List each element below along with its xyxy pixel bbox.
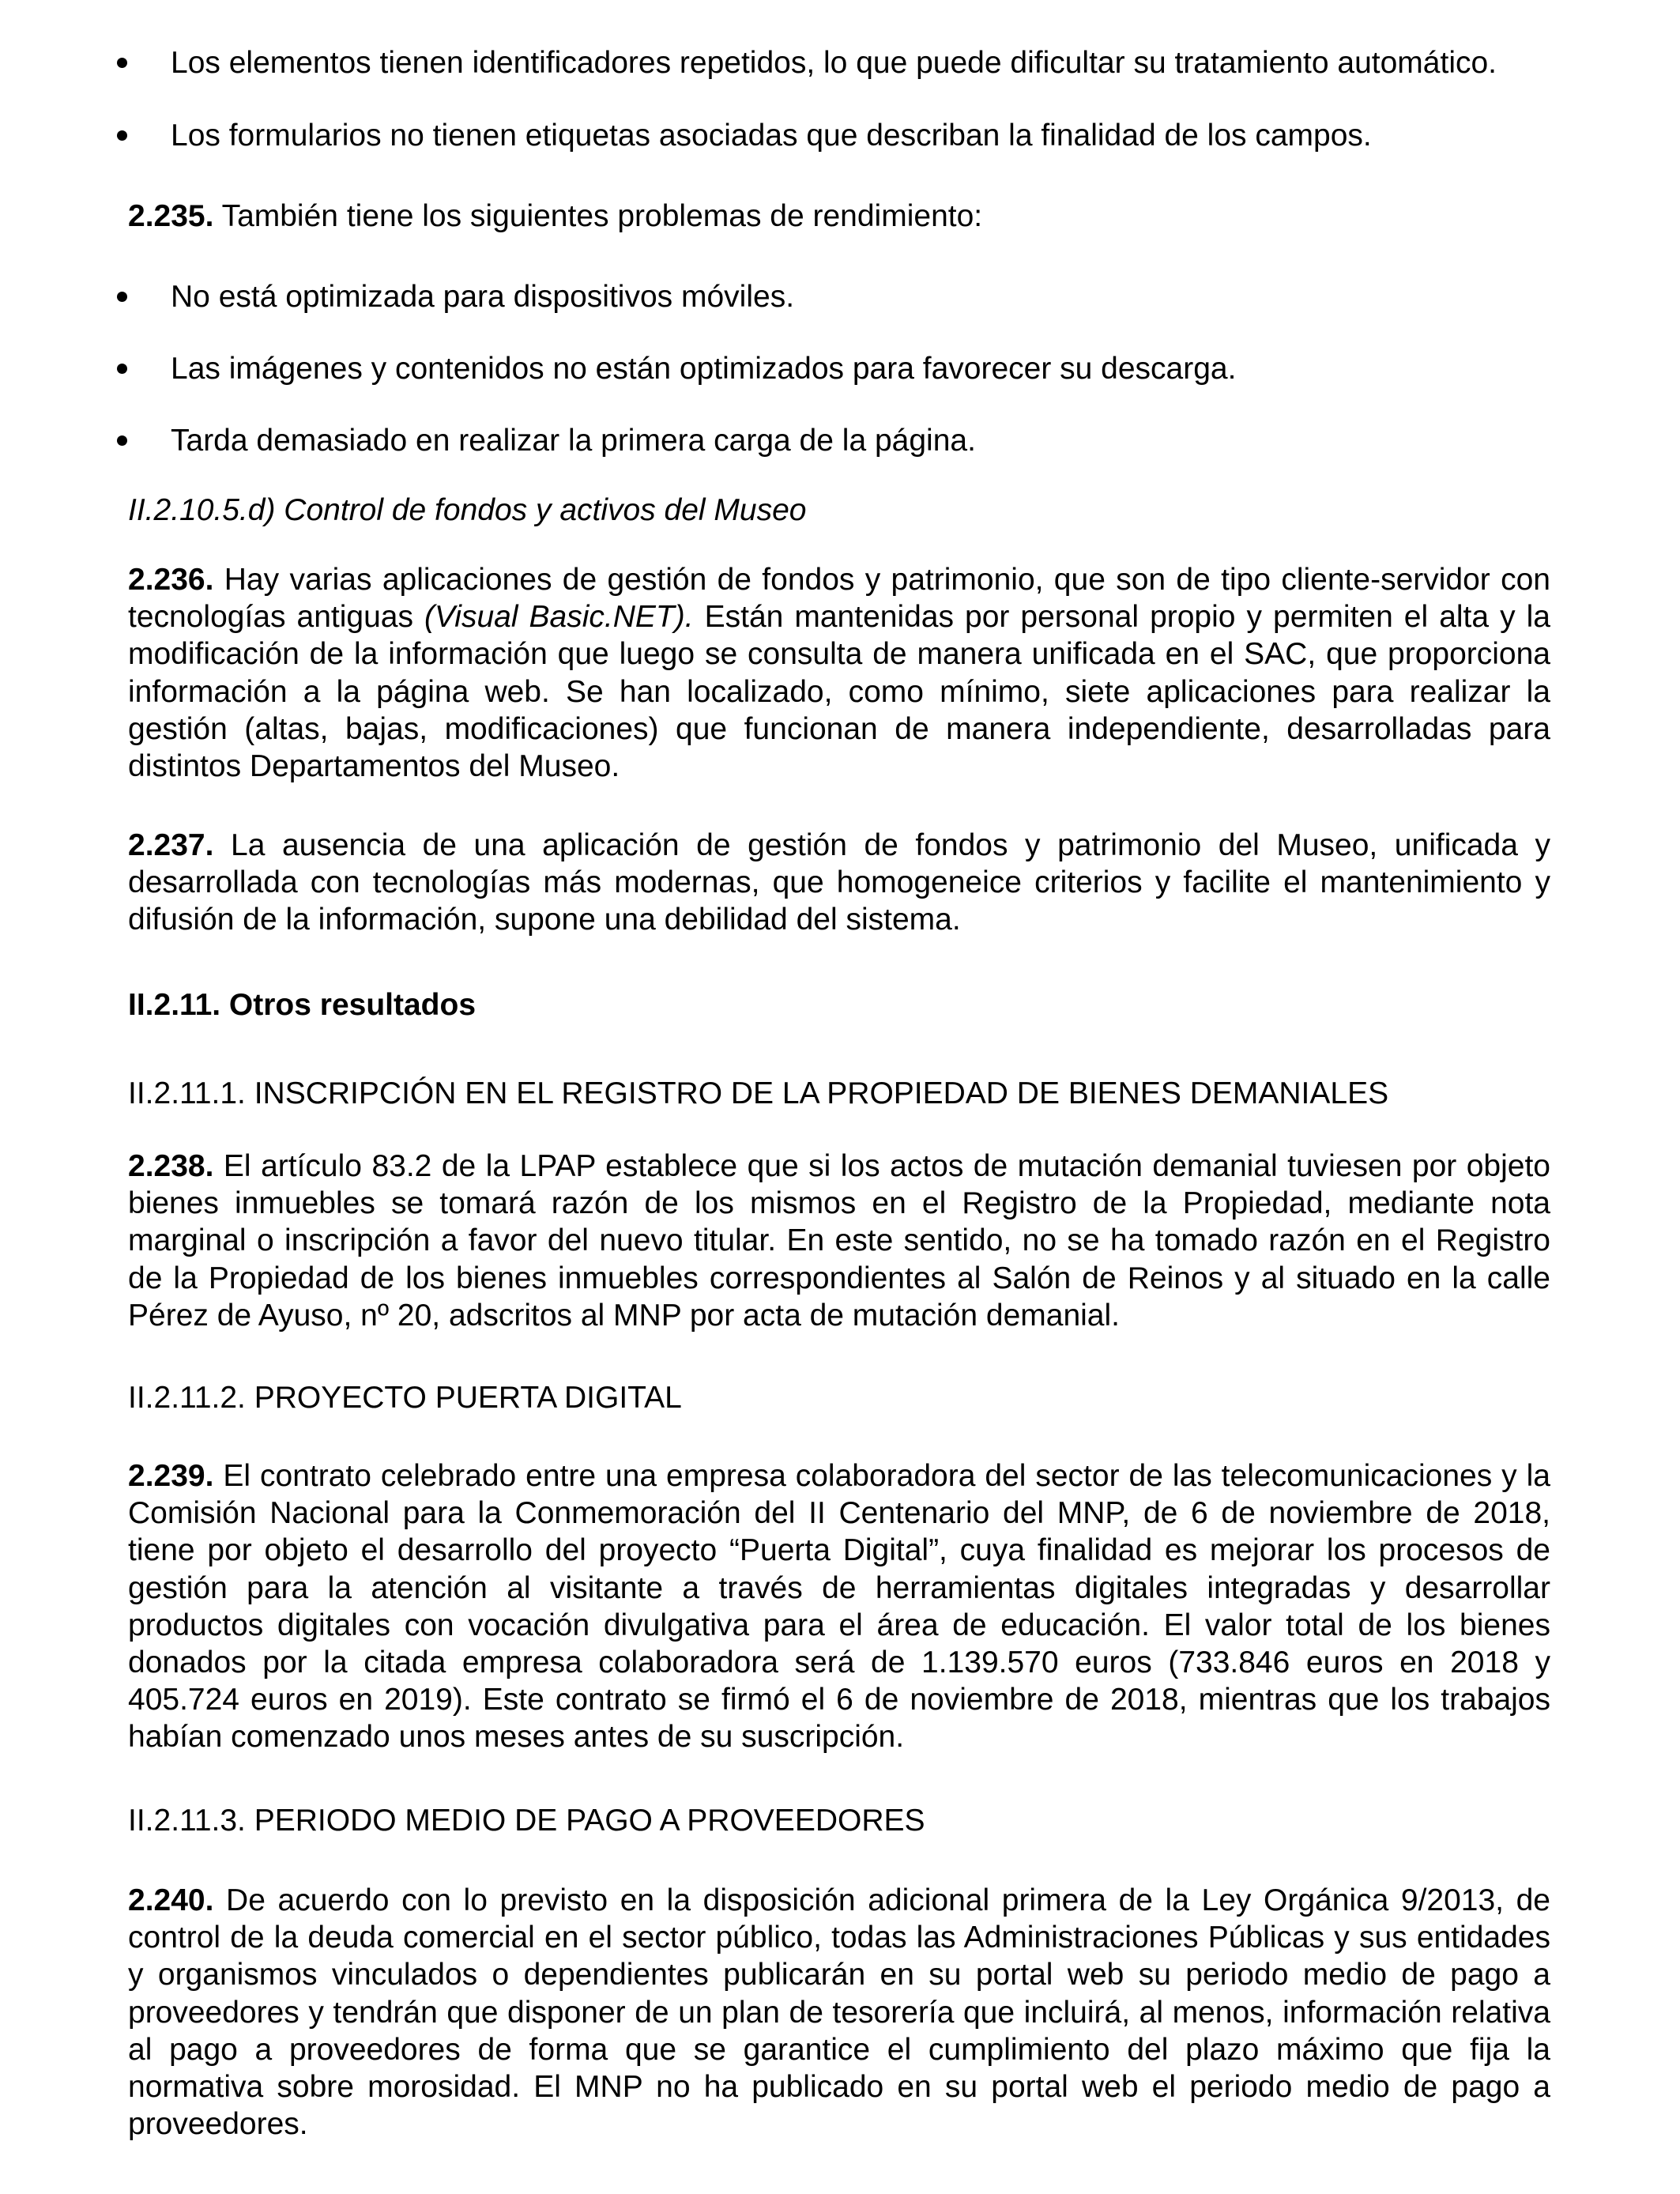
paragraph-text: También tiene los siguientes problemas de rendimiento:: [213, 199, 983, 233]
paragraph-text: El contrato celebrado entre una empresa colaboradora del sector de las telecomunicaciones y la Comisión Nacional para la Conmemoración del II Centenario del MNP, de 6 de noviembre de 2018, tiene por objeto el desarrollo del proyecto “Puerta Digital”, cuya finalidad es mejorar los procesos de gestión para la atención al visitante a través de herramientas digitales integradas y desarrollar productos digitales con vocación divulgativa para el área de educación. El valor total de los bienes donados por la citada empresa colaboradora será de 1.139.570 euros (733.846 euros en 2018 y 405.724 euros en 2019). Este contrato se firmó el 6 de noviembre de 2018, mientras que los trabajos habían comenzado unos meses antes de su suscripción.: [128, 1459, 1550, 1755]
list-item-text: No está optimizada para dispositivos móviles.: [171, 280, 795, 314]
list-item-text: Tarda demasiado en realizar la primera carga de la página.: [171, 424, 976, 458]
paragraph-text: El artículo 83.2 de la LPAP establece que si los actos de mutación demanial tuviesen por objeto bienes inmuebles se tomará razón de los mismos en el Registro de la Propiedad, mediante nota marginal o inscripción a favor del nuevo titular. En este sentido, no se ha tomado razón en el Registro de la Propiedad de los bienes inmuebles correspondientes al Salón de Reinos y al situado en la calle Pérez de Ayuso, nº 20, adscritos al MNP por acta de mutación demanial.: [128, 1149, 1550, 1333]
paragraph-number: 2.238.: [128, 1149, 214, 1183]
paragraph-number: 2.237.: [128, 828, 214, 862]
bullet-icon: [117, 130, 127, 141]
paragraph-text: La ausencia de una aplicación de gestión de fondos y patrimonio del Museo, unificada y desarrollada con tecnologías más modernas, que homogeneice criterios y facilite el mantenimiento y difusión de la información, supone una debilidad del sistema.: [128, 828, 1550, 937]
section-heading: II.2.11. Otros resultados: [128, 988, 477, 1022]
paragraph-number: 2.239.: [128, 1459, 214, 1493]
paragraph-2-237: [128, 827, 1550, 939]
paragraph-text: Hay varias aplicaciones de gestión de fondos y patrimonio, que son de tipo cliente-servidor con tecnologías antiguas: [128, 563, 1550, 635]
list-item-text: Los formularios no tienen etiquetas asociadas que describan la finalidad de los campos.: [171, 119, 1372, 153]
bullet-icon: [117, 58, 127, 68]
paragraph-2-238: [128, 1148, 1550, 1334]
bullet-icon: [117, 435, 127, 446]
paragraph-text: Están mantenidas por personal propio y permiten el alta y la modificación de la información que luego se consulta de manera unificada en el SAC, que proporciona información a la página web. Se han localizado, como mínimo, siete aplicaciones para realizar la gestión (altas, bajas, modificaciones) que funcionan de manera independiente, desarrolladas para distintos Departamentos del Museo.: [128, 600, 1550, 784]
paragraph-2-235: [128, 198, 1550, 236]
paragraph-number: 2.236.: [128, 563, 214, 597]
paragraph-2-236: [128, 561, 1550, 785]
paragraph-text-italic: (Visual Basic.NET).: [424, 600, 694, 635]
subsection-heading: II.2.11.3. PERIODO MEDIO DE PAGO A PROVEEDORES: [128, 1804, 925, 1838]
list-item-text: Los elementos tienen identificadores repetidos, lo que puede dificultar su tratamiento automático.: [171, 46, 1497, 80]
paragraph-text: De acuerdo con lo previsto en la disposición adicional primera de la Ley Orgánica 9/2013, de control de la deuda comercial en el sector público, todas las Administraciones Públicas y sus entidades y organismos vinculados o dependientes publicarán en su portal web su periodo medio de pago a proveedores y tendrán que disponer de un plan de tesorería que incluirá, al menos, información relativa al pago a proveedores de forma que se garantice el cumplimiento del plazo máximo que fija la normativa sobre morosidad. El MNP no ha publicado en su portal web el periodo medio de pago a proveedores.: [128, 1883, 1550, 2142]
list-item-text: Las imágenes y contenidos no están optimizados para favorecer su descarga.: [171, 352, 1237, 386]
paragraph-2-239: [128, 1457, 1550, 1756]
bullet-icon: [117, 292, 127, 302]
subsection-heading: II.2.11.2. PROYECTO PUERTA DIGITAL: [128, 1381, 682, 1415]
paragraph-number: 2.240.: [128, 1883, 214, 1917]
section-heading: II.2.10.5.d) Control de fondos y activos del Museo: [128, 493, 807, 527]
subsection-heading: II.2.11.1. INSCRIPCIÓN EN EL REGISTRO DE LA PROPIEDAD DE BIENES DEMANIALES: [128, 1076, 1389, 1110]
paragraph-2-240: [128, 1882, 1550, 2143]
paragraph-number: 2.235.: [128, 199, 214, 233]
bullet-icon: [117, 364, 127, 374]
